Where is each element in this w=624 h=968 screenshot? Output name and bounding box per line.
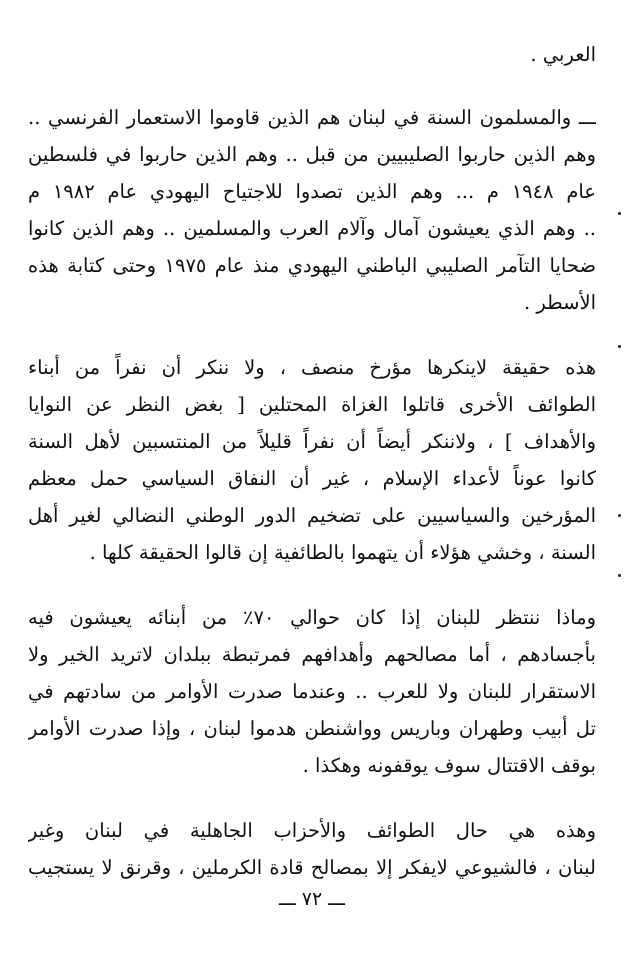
margin-mark <box>618 345 621 348</box>
paragraph-5 <box>28 812 596 886</box>
text-line: بوقف الاقتتال سوف يوقفونه وهكذا . <box>302 754 596 777</box>
paragraph-1 <box>28 36 596 73</box>
text-line: وماذا ننتظر للبنان إذا كان حوالي ٧٠٪ من أبنائه يعيشون فيه <box>28 606 596 629</box>
text-line: الأسطر . <box>523 291 596 314</box>
text-line: .. وهم الذي يعيشون آمال وآلام العرب والمسلمين .. وهم الذين كانوا <box>28 217 596 240</box>
margin-mark <box>618 574 621 577</box>
text-line: تل أبيب وطهران وباريس وواشنطن هدموا لبنان ، وإذا صدرت الأوامر <box>28 717 596 740</box>
text-line: الاستقرار للبنان ولا للعرب .. وعندما صدرت الأوامر من سادتهم في <box>28 680 596 703</box>
document-page <box>28 36 596 936</box>
margin-mark <box>618 212 621 215</box>
paragraph-3 <box>28 349 596 571</box>
text-line: وهذه هي حال الطوائف والأحزاب الجاهلية في لبنان وغير <box>28 819 596 842</box>
paragraph-2 <box>28 99 596 321</box>
text-line: كانوا عوناً لأعداء الإسلام ، غير أن النفاق السياسي حمل معظم <box>28 467 596 490</box>
text-line: عام ١٩٤٨ م ... وهم الذين تصدوا للاجتياح اليهودي عام ١٩٨٢ م <box>28 180 596 203</box>
text-line: والأهداف ] ، ولاننكر أيضاً أن نفراً قليلاً من المنتسبين لأهل السنة <box>28 430 596 453</box>
page-number: ـــ ٧٢ ـــ <box>279 888 345 910</box>
text-line: السنة ، وخشي هؤلاء أن يتهموا بالطائفية إن قالوا الحقيقة كلها . <box>89 541 596 564</box>
margin-mark <box>618 514 621 517</box>
text-line: العربي . <box>530 43 596 66</box>
text-line: بأجسادهم ، أما مصالحهم وأهدافهم فمرتبطة ببلدان لاتريد الخير ولا <box>28 643 596 666</box>
paragraph-4 <box>28 599 596 784</box>
text-line: المؤرخين والسياسيين على تضخيم الدور الوطني النضالي لغير أهل <box>28 504 596 527</box>
text-line: ـــ والمسلمون السنة في لبنان هم الذين قاوموا الاستعمار الفرنسي .. <box>28 106 596 129</box>
text-line: وهم الذين حاربوا الصليبيين من قبل .. وهم الذين حاربوا في فلسطين <box>28 143 596 166</box>
text-line: الطوائف الأخرى قاتلوا الغزاة المحتلين [ بغض النظر عن النوايا <box>28 393 596 416</box>
text-line: لبنان ، فالشيوعي لايفكر إلا بمصالح قادة الكرملين ، وقرنق لا يستجيب <box>28 856 596 879</box>
text-line: ضحايا التآمر الصليبي الباطني اليهودي منذ عام ١٩٧٥ وحتى كتابة هذه <box>28 254 596 277</box>
text-line: هذه حقيقة لاينكرها مؤرخ منصف ، ولا ننكر أن نفراً من أبناء <box>28 356 596 379</box>
